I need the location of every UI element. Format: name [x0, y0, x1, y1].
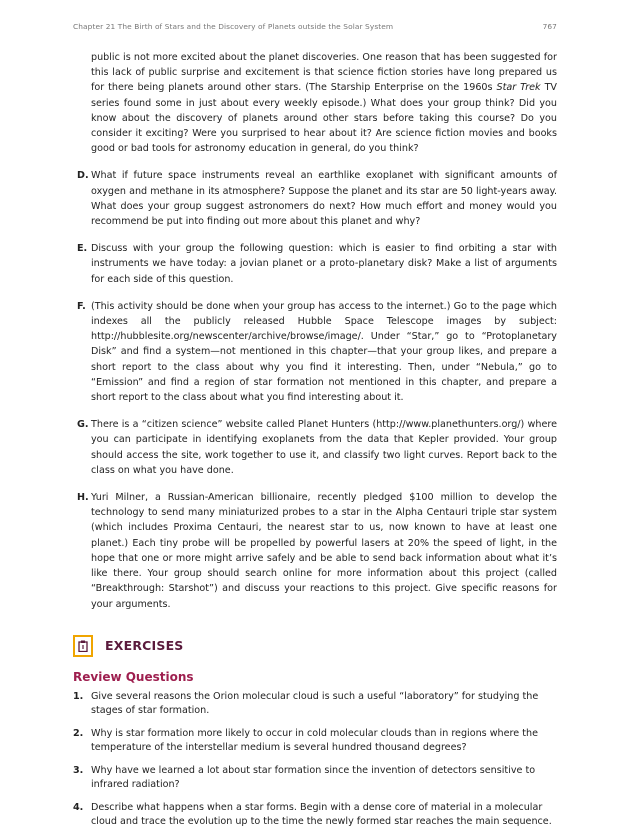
italic-title: Star Trek: [496, 82, 541, 94]
running-header: [73, 22, 557, 31]
question-item: [73, 690, 557, 718]
page-number: 767: [542, 22, 557, 31]
question-text: Give several reasons the Orion molecular cloud is such a useful “laboratory” for studying the stages of star formation.: [91, 690, 539, 716]
question-item: [73, 727, 557, 755]
activity-text: Discuss with your group the following question: which is easier to find orbiting a star with instruments we have today: a jovian planet or a proto-planetary disk? Make a list of arguments for each side of this question.: [91, 243, 557, 285]
question-number: 4.: [73, 801, 84, 813]
activity-label: E.: [77, 243, 88, 255]
question-text: Why have we learned a lot about star formation since the invention of detectors sensitive to infrared radiation?: [91, 764, 536, 790]
activity-label: D.: [77, 170, 89, 182]
continued-paragraph: public is not more excited about the planet discoveries. One reason that has been suggested for this lack of public surprise and excitement is that science fiction stories have long prepared us for there being planets around other stars. (The Starship Enterprise on the 1960s Star Trek TV series found some in just about every weekly episode.) What does your group think? Did you know about the discovery of planets around other stars before taking this course? Do you consider it exciting? Were you surprised to hear about it? Are science fiction movies and books good or bad tools for astronomy education in general, do you think?: [91, 52, 557, 155]
activity-label: H.: [77, 492, 89, 504]
question-number: 2.: [73, 727, 84, 739]
activity-item: [73, 241, 557, 287]
activity-text: What if future space instruments reveal an earthlike exoplanet with significant amounts of oxygen and methane in its atmosphere? Suppose the planet and its star are 50 light-years away. What does your group suggest astronomers do next? How much effort and money would you recommend be put into finding out more about this planet and why?: [91, 170, 557, 228]
activity-item: [73, 299, 557, 405]
question-text: Describe what happens when a star forms. Begin with a dense core of material in a molecular cloud and trace the evolution up to the time the newly formed star reaches the main sequence.: [91, 801, 552, 827]
clipboard-icon: [73, 635, 93, 657]
section-title: Review Questions: [73, 669, 194, 684]
question-text: Why is star formation more likely to occur in cold molecular clouds than in regions where the temperature of the interstellar medium is several hundred thousand degrees?: [91, 727, 538, 753]
exercises-title: EXERCISES: [105, 638, 184, 654]
activity-item: [73, 490, 557, 612]
activity-item: [73, 168, 557, 229]
page-content: [73, 50, 557, 838]
question-item: [73, 764, 557, 792]
activity-label: F.: [77, 300, 86, 312]
exercises-heading: [73, 632, 557, 660]
activity-item: [73, 417, 557, 478]
activity-text: Yuri Milner, a Russian-American billionaire, recently pledged $100 million to develop the technology to send many miniaturized probes to a star in the Alpha Centauri triple star system (which includes Proxima Centauri, the nearest star to us, now known to have at least one planet.) Each tiny probe will be propelled by powerful lasers at 20% the speed of light, in the hope that one or more might arrive safely and be able to send back information about what it’s like there. Your group should search online for more information about this project (called “Breakthrough: Starshot”) and discuss your reactions to this project. Give specific reasons for your arguments.: [91, 492, 557, 610]
activity-text: There is a “citizen science” website called Planet Hunters (http://www.planethunters.org/) where you can participate in identifying exoplanets from the data that Kepler provided. Your group should access the site, work together to use it, and classify two light curves. Report back to the class on what you have done.: [91, 419, 557, 476]
activity-text: (This activity should be done when your group has access to the internet.) Go to the page which indexes all the publicly released Hubble Space Telescope images by subject: http://hubblesite.org/newscenter/archive/browse/image/. Under “Star,” go to “Protoplanetary Disk” and find a system—not mentioned in this chapter—that your group likes, and prepare a short report to the class about why you find it interesting. Then, under “Nebula,” go to “Emission” and find a region of star formation not mentioned in this chapter, and prepare a short report to the class about what you find interesting about it.: [91, 300, 557, 404]
question-number: 3.: [73, 764, 84, 776]
chapter-title: Chapter 21 The Birth of Stars and the Discovery of Planets outside the Solar System: [73, 22, 394, 31]
activity-label: G.: [77, 419, 89, 431]
question-number: 1.: [73, 690, 84, 702]
